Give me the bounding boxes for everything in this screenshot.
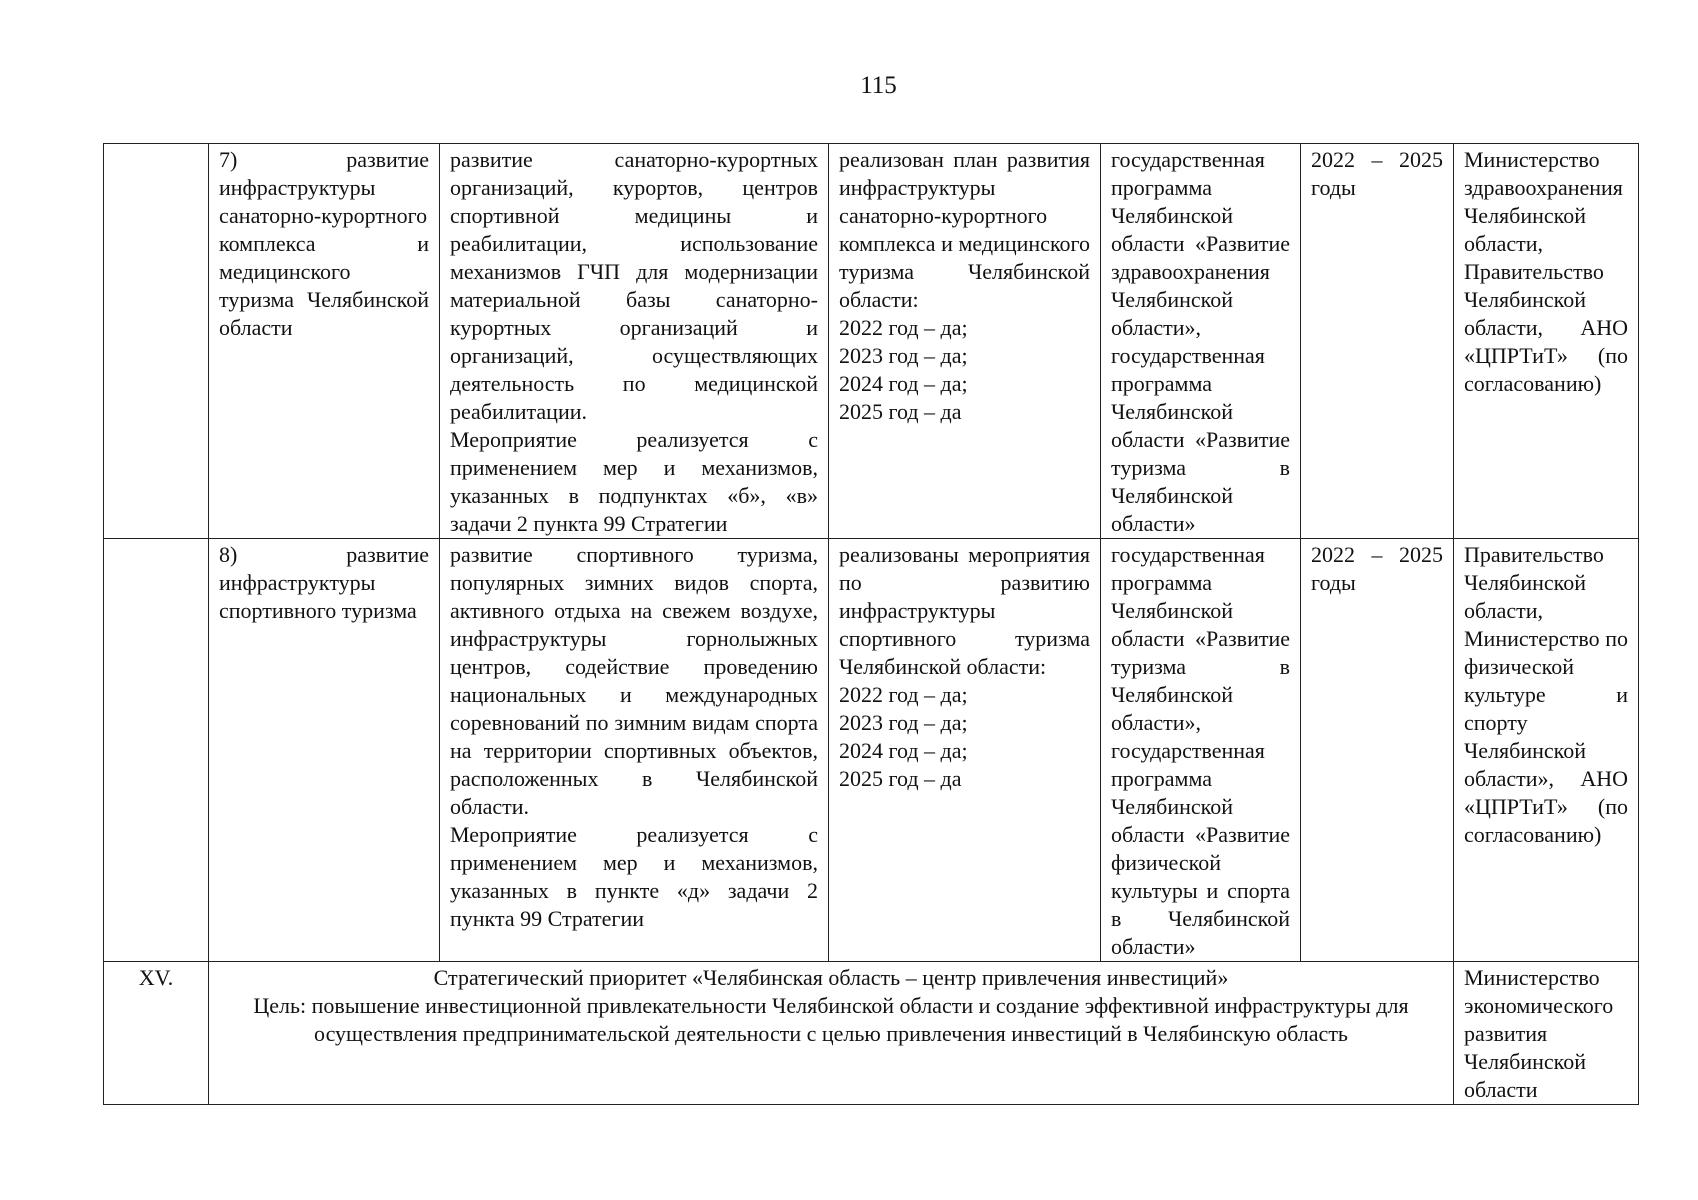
priority-cell: [209, 962, 1454, 1105]
strategy-table: [103, 143, 1639, 1105]
result-year: 2023 год – да;: [839, 343, 968, 368]
programs-cell: государственная программа Челябинской области «Развитие здравоохранения Челябинской области», государственная программа Челябинской области «Развитие туризма в Челябинской области»: [1101, 144, 1301, 539]
measure-note: Мероприятие реализуется с применением мер и механизмов, указанных в пункте «д» задачи 2 пункта 99 Стратегии: [450, 822, 818, 931]
result-intro: реализованы мероприятия по развитию инфраструктуры спортивного туризма Челябинской области:: [839, 542, 1090, 679]
page-number: 115: [860, 72, 897, 99]
row-number: [104, 144, 209, 539]
table-row: [104, 144, 1639, 539]
priority-responsible: Министерство экономического развития Челябинской области: [1454, 962, 1639, 1105]
responsible-cell: Правительство Челябинской области, Министерство по физической культуре и спорту Челябинской области», АНО «ЦПРТиТ» (по согласованию): [1454, 539, 1639, 962]
measures-cell: [440, 144, 829, 539]
priority-title: Стратегический приоритет «Челябинская область – центр привлечения инвестиций»: [433, 965, 1229, 990]
result-intro: реализован план развития инфраструктуры санаторно-курортного комплекса и медицинского туризма Челябинской области:: [839, 147, 1090, 312]
responsible-cell: Министерство здравоохранения Челябинской области, Правительство Челябинской области, АНО «ЦПРТиТ» (по согласованию): [1454, 144, 1639, 539]
direction-cell: 7) развитие инфраструктуры санаторно-курортного комплекса и медицинского туризма Челябинской области: [209, 144, 440, 539]
priority-row: [104, 962, 1639, 1105]
result-year: 2024 год – да;: [839, 371, 968, 396]
priority-number: XV.: [104, 962, 209, 1105]
row-number: [104, 539, 209, 962]
result-year: 2025 год – да: [839, 399, 962, 424]
measure-note: Мероприятие реализуется с применением мер и механизмов, указанных в подпунктах «б», «в» задачи 2 пункта 99 Стратегии: [450, 427, 818, 536]
measure-text: развитие санаторно-курортных организаций, курортов, центров спортивной медицины и реабилитации, использование механизмов ГЧП для модернизации материальной базы санаторно-курортных организаций и организаций, осуществляющих деятельность по медицинской реабилитации.: [450, 147, 818, 424]
result-cell: [829, 144, 1101, 539]
result-year: 2024 год – да;: [839, 738, 968, 763]
result-year: 2025 год – да: [839, 766, 962, 791]
direction-cell: 8) развитие инфраструктуры спортивного туризма: [209, 539, 440, 962]
result-year: 2022 год – да;: [839, 315, 968, 340]
result-cell: [829, 539, 1101, 962]
measures-cell: [440, 539, 829, 962]
priority-goal: Цель: повышение инвестиционной привлекательности Челябинской области и создание эффективной инфраструктуры для осуществления предпринимательской деятельности с целью привлечения инвестиций в Челябинскую область: [253, 993, 1409, 1046]
programs-cell: государственная программа Челябинской области «Развитие туризма в Челябинской области», государственная программа Челябинской области «Развитие физической культуры и спорта в Челябинской области»: [1101, 539, 1301, 962]
period-cell: 2022 – 2025 годы: [1301, 144, 1454, 539]
period-cell: 2022 – 2025 годы: [1301, 539, 1454, 962]
measure-text: развитие спортивного туризма, популярных зимних видов спорта, активного отдыха на свежем воздухе, инфраструктуры горнолыжных центров, содействие проведению национальных и международных соревнований по зимним видам спорта на территории спортивных объектов, расположенных в Челябинской области.: [450, 542, 818, 819]
result-year: 2022 год – да;: [839, 682, 968, 707]
result-year: 2023 год – да;: [839, 710, 968, 735]
table-row: [104, 539, 1639, 962]
